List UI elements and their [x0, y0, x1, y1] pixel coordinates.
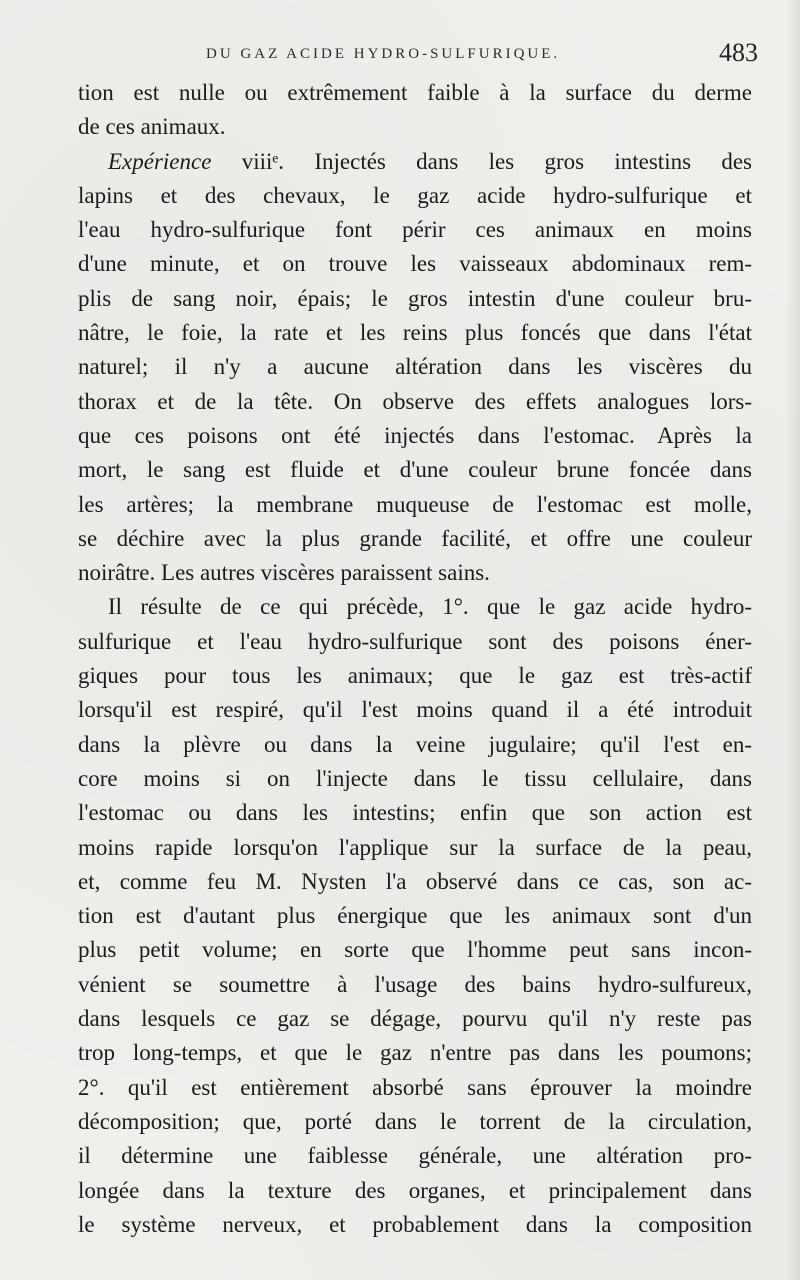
text-line: plis de sang noir, épais; le gros intestin d'une couleur bru- [78, 285, 752, 311]
text-line: longée dans la texture des organes, et principalement dans [78, 1177, 752, 1203]
text-line: trop long-temps, et que le gaz n'entre pas dans les poumons; [78, 1040, 752, 1066]
page-edge-shadow [786, 0, 800, 1280]
text-line: plus petit volume; en sorte que l'homme peut sans incon- [78, 937, 752, 963]
text-line: tion est d'autant plus énergique que les animaux sont d'un [78, 903, 752, 929]
text-line: lapins et des chevaux, le gaz acide hydro-sulfurique et [78, 182, 752, 208]
text-line: moins rapide lorsqu'on l'applique sur la surface de la peau, [78, 834, 752, 860]
text-line: giques pour tous les animaux; que le gaz est très-actif [78, 663, 752, 689]
text-line: vénient se soumettre à l'usage des bains hydro-sulfureux, [78, 971, 752, 997]
text-line: naturel; il n'y a aucune altération dans les viscères du [78, 354, 752, 380]
text-line: décomposition; que, porté dans le torrent de la circulation, [78, 1108, 752, 1134]
text-line-experience-heading [78, 145, 752, 179]
text-line: les artères; la membrane muqueuse de l'estomac est molle, [78, 491, 752, 517]
text-line: que ces poisons ont été injectés dans l'estomac. Après la [78, 422, 752, 448]
text-line: sulfurique et l'eau hydro-sulfurique sont des poisons éner- [78, 628, 752, 654]
text-line: il détermine une faiblesse générale, une altération pro- [78, 1143, 752, 1169]
text-line: dans la plèvre ou dans la veine jugulaire; qu'il l'est en- [78, 731, 752, 757]
text-line: dans lesquels ce gaz se dégage, pourvu qu'il n'y reste pas [78, 1006, 752, 1032]
text-line: l'estomac ou dans les intestins; enfin que son action est [78, 800, 752, 826]
text-line: se déchire avec la plus grande facilité, et offre une couleur [78, 525, 752, 551]
experience-line-rest: viiiᵉ. Injectés dans les gros intestins des [211, 148, 752, 174]
text-line: core moins si on l'injecte dans le tissu cellulaire, dans [78, 765, 752, 791]
text-line: Il résulte de ce qui précède, 1°. que le gaz acide hydro- [108, 594, 752, 620]
text-line: tion est nulle ou extrêmement faible à la surface du derme [78, 80, 752, 105]
text-line: noirâtre. Les autres viscères paraissent sains. [78, 560, 490, 586]
experience-label: Expérience [108, 148, 212, 174]
text-line: 2°. qu'il est entièrement absorbé sans éprouver la moindre [78, 1074, 752, 1100]
text-line: de ces animaux. [78, 114, 226, 140]
text-line: mort, le sang est fluide et d'une couleur brune foncée dans [78, 457, 752, 483]
text-line: thorax et de la tête. On observe des effets analogues lors- [78, 388, 752, 414]
text-line: d'une minute, et on trouve les vaisseaux abdominaux rem- [78, 251, 752, 277]
text-line: nâtre, le foie, la rate et les reins plus foncés que dans l'état [78, 320, 752, 346]
running-title: DU GAZ ACIDE HYDRO-SULFURIQUE. [206, 46, 561, 62]
text-line: lorsqu'il est respiré, qu'il l'est moins quand il a été introduit [78, 697, 752, 723]
text-line: le système nerveux, et probablement dans la composition [78, 1211, 752, 1237]
text-line: et, comme feu M. Nysten l'a observé dans ce cas, son ac- [78, 868, 752, 894]
page-number: 483 [719, 38, 758, 67]
body-text [78, 76, 752, 1242]
running-head [78, 38, 758, 70]
text-line: l'eau hydro-sulfurique font périr ces animaux en moins [78, 217, 752, 243]
